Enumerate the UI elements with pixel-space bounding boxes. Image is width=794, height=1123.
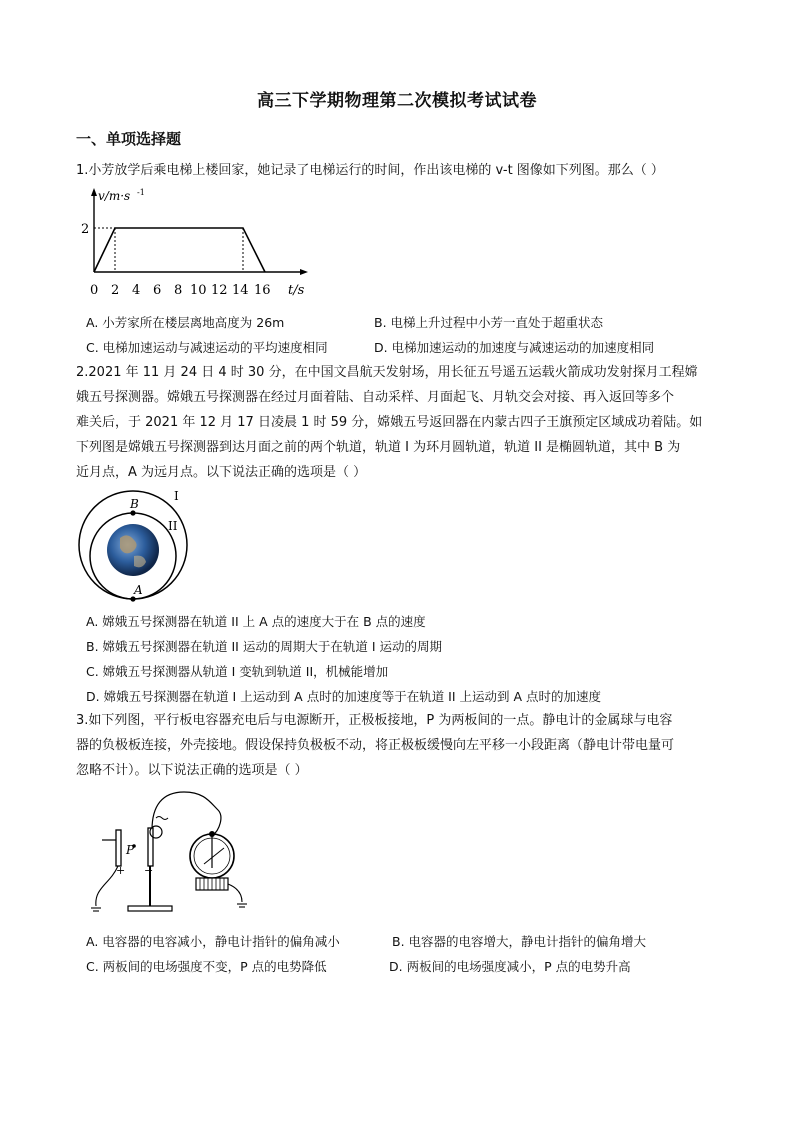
y-tick-label: 2 <box>81 222 90 237</box>
exam-title: 高三下学期物理第二次模拟考试试卷 <box>257 91 537 111</box>
q3-stem-line: 忽略不计）。以下说法正确的选项是（ ） <box>76 763 308 778</box>
q1-option-a[interactable]: A. 小芳家所在楼层离地高度为 26m <box>86 315 285 330</box>
label-I: I <box>174 489 179 503</box>
q3-option-a[interactable]: A. 电容器的电容减小，静电计指针的偏角减小 <box>86 934 340 949</box>
q1-option-b[interactable]: B. 电梯上升过程中小芳一直处于超重状态 <box>374 315 604 330</box>
x-tick-label: 6 <box>153 283 162 298</box>
q2-option-d[interactable]: D. 嫦娥五号探测器在轨道 I 上运动到 A 点时的加速度等于在轨道 II 上运动到 A 点时的加速度 <box>86 689 602 704</box>
x-tick-label: 14 <box>232 283 249 298</box>
q2-stem-line: 近月点，A 为远月点。以下说法正确的选项是（ ） <box>76 465 367 480</box>
q2-option-b[interactable]: B. 嫦娥五号探测器在轨道 II 运动的周期大于在轨道 I 运动的周期 <box>86 639 442 654</box>
q3-capacitor-figure <box>86 788 256 922</box>
electroscope-ball <box>209 831 215 837</box>
q3-option-d[interactable]: D. 两板间的电场强度减小，P 点的电势升高 <box>389 959 631 974</box>
y-axis-label: v/m·s <box>98 189 131 203</box>
q2-stem-line: 娥五号探测器。嫦娥五号探测器在经过月面着陆、自动采样、月面起飞、月轨交会对接、再入返回等多个 <box>76 390 675 405</box>
q1-option-d[interactable]: D. 电梯加速运动的加速度与减速运动的加速度相同 <box>374 340 655 355</box>
x-axis-arrow <box>300 269 308 275</box>
x-tick-label: 16 <box>254 283 271 298</box>
y-axis-arrow <box>91 188 97 196</box>
label-minus: − <box>144 864 154 877</box>
y-axis-label-sup: -1 <box>137 188 145 197</box>
q1-vt-graph <box>76 186 316 304</box>
q3-stem <box>76 708 720 783</box>
q2-stem-line: 下列图是嫦娥五号探测器到达月面之前的两个轨道，轨道 I 为环月圆轨道，轨道 II 是椭圆轨道，其中 B 为 <box>76 440 681 455</box>
stand-base <box>128 906 172 911</box>
ground-wire-left <box>96 866 118 906</box>
x-tick-label: 0 <box>90 283 99 298</box>
point-A <box>130 596 135 601</box>
q2-orbit-figure <box>72 486 194 604</box>
label-II: II <box>168 519 178 533</box>
x-tick-label: 8 <box>174 283 183 298</box>
positive-plate <box>116 830 121 866</box>
label-plus: + <box>116 864 126 877</box>
x-tick-label: 4 <box>132 283 141 298</box>
x-axis-label: t/s <box>288 283 305 298</box>
q2-option-a[interactable]: A. 嫦娥五号探测器在轨道 II 上 A 点的速度大于在 B 点的速度 <box>86 614 426 629</box>
wire-coil <box>156 817 168 820</box>
ground-wire-right <box>228 884 242 902</box>
q1-stem: 1.小芳放学后乘电梯上楼回家，她记录了电梯运行的时间，作出该电梯的 v-t 图像如下列图。那么（ ） <box>76 163 664 178</box>
label-B: B <box>130 497 139 511</box>
q2-stem <box>76 360 720 485</box>
q2-stem-line: 难关后，于 2021 年 12 月 17 日凌晨 1 时 59 分，嫦娥五号返回器在内蒙古四子王旗预定区域成功着陆。如 <box>76 415 703 430</box>
section-heading: 一、单项选择题 <box>76 130 182 148</box>
x-tick-labels <box>90 283 271 298</box>
x-tick-label: 12 <box>211 283 228 298</box>
vt-line <box>94 228 265 272</box>
q3-option-b[interactable]: B. 电容器的电容增大，静电计指针的偏角增大 <box>392 934 647 949</box>
q2-option-c[interactable]: C. 嫦娥五号探测器从轨道 I 变轨到轨道 II，机械能增加 <box>86 664 389 679</box>
q3-stem-line: 器的负极板连接，外壳接地。假设保持负极板不动，将正极板缓慢向左平移一小段距离（静电计带电量可 <box>76 738 675 753</box>
q3-option-c[interactable]: C. 两板间的电场强度不变，P 点的电势降低 <box>86 959 327 974</box>
q2-stem-line: 2.2021 年 11 月 24 日 4 时 30 分，在中国文昌航天发射场，用长征五号遥五运载火箭成功发射探月工程嫦 <box>76 365 698 380</box>
q1-option-c[interactable]: C. 电梯加速运动与减速运动的平均速度相同 <box>86 340 328 355</box>
x-tick-label: 2 <box>111 283 120 298</box>
label-A: A <box>134 583 143 597</box>
q3-stem-line: 3.如下列图，平行板电容器充电后与电源断开，正极板接地，P 为两板间的一点。静电计的金属球与电容 <box>76 713 673 728</box>
connecting-wire <box>152 792 221 836</box>
point-B <box>130 510 135 515</box>
x-tick-label: 10 <box>190 283 207 298</box>
label-P: P <box>126 843 135 857</box>
